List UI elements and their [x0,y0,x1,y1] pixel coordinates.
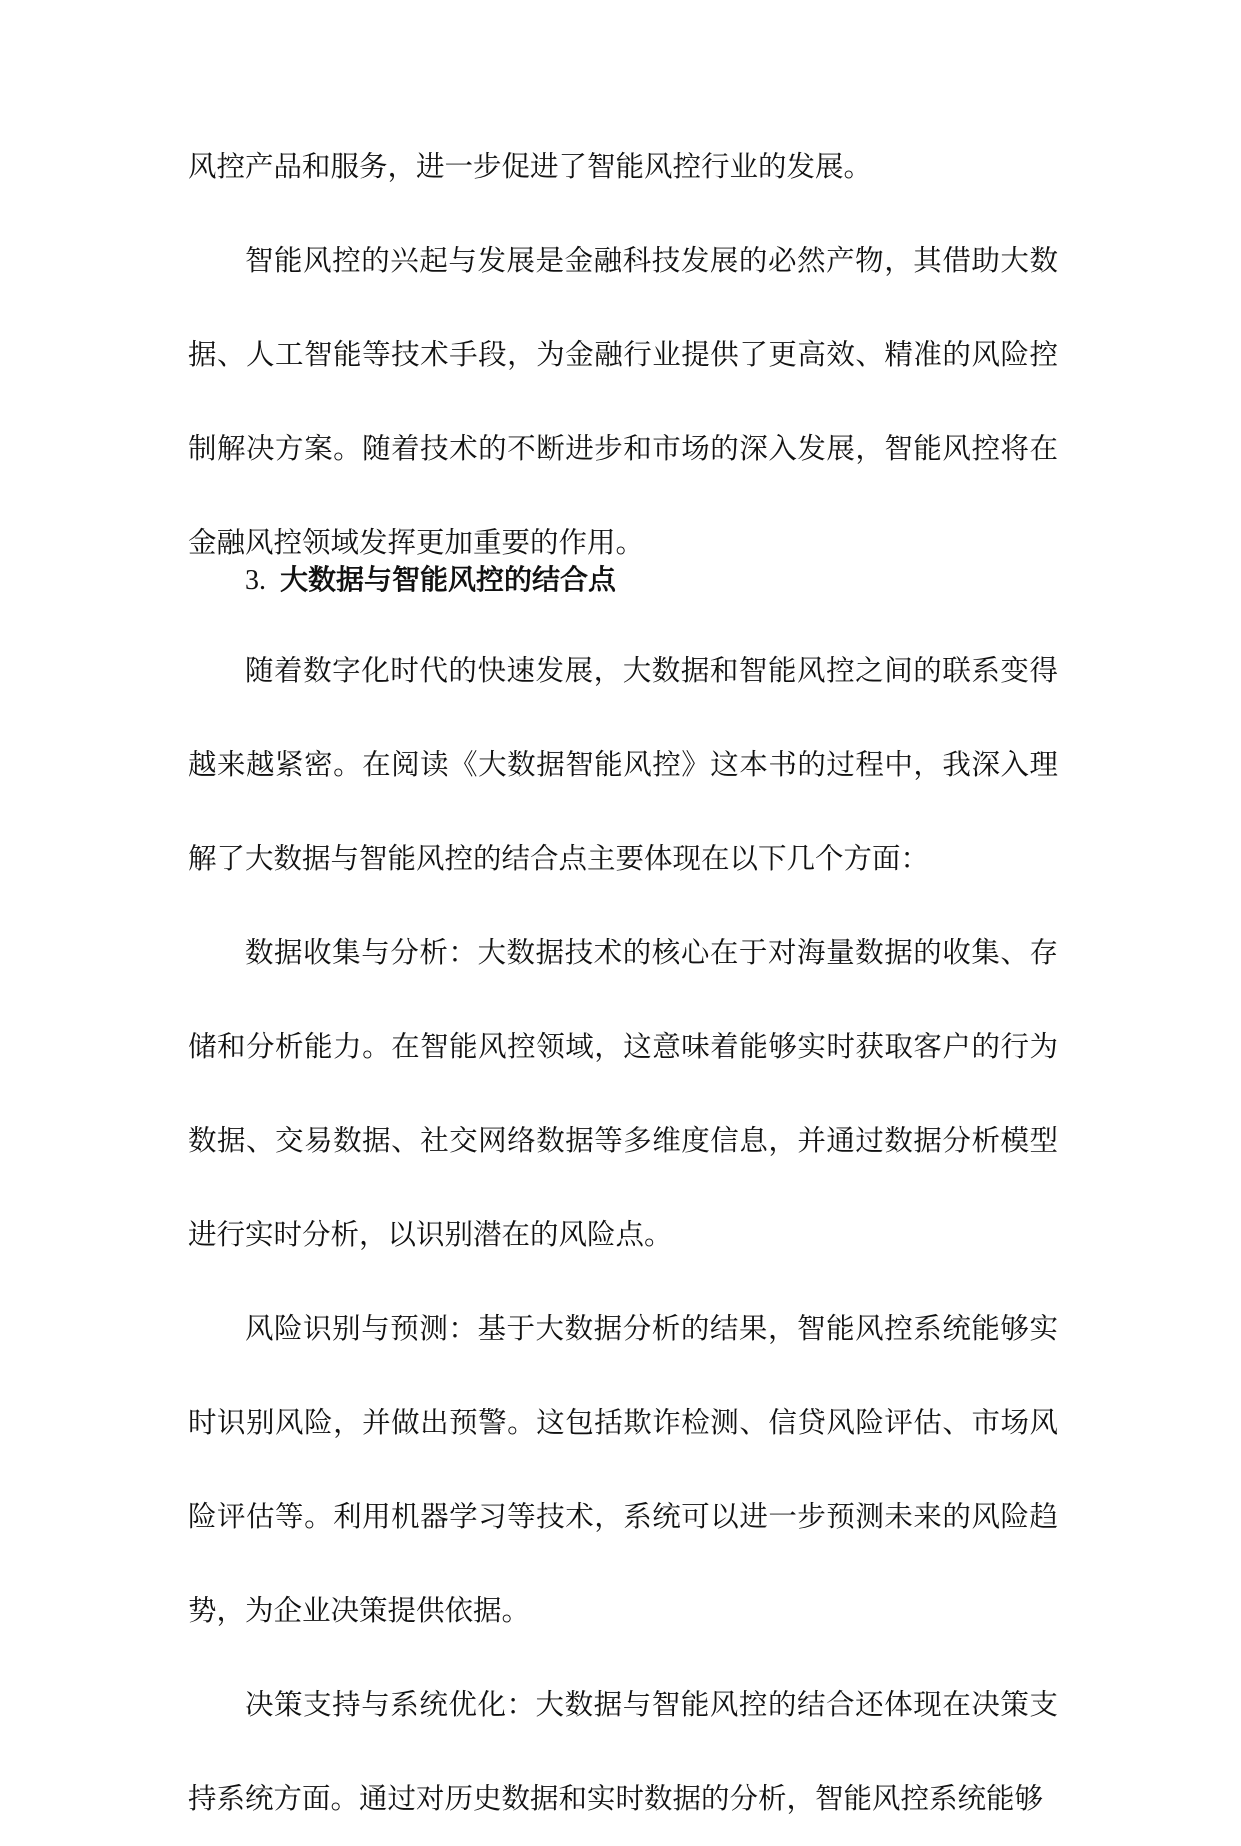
section-heading [245,550,616,611]
section-number: 3. [245,565,266,596]
text-block-top [188,120,1058,590]
text-block-bottom [188,624,1058,1846]
paragraph-intro: 随着数字化时代的快速发展，大数据和智能风控之间的联系变得越来越紧密。在阅读《大数据智能风控》这本书的过程中，我深入理解了大数据与智能风控的结合点主要体现在以下几个方面： [188,654,1058,875]
paragraph-rise-of-smart-risk-control: 智能风控的兴起与发展是金融科技发展的必然产物，其借助大数据、人工智能等技术手段，为金融行业提供了更高效、精准的风险控制解决方案。随着技术的不断进步和市场的深入发展，智能风控将在金融风控领域发挥更加重要的作用。 [188,244,1058,559]
paragraph-risk-identification: 风险识别与预测：基于大数据分析的结果，智能风控系统能够实时识别风险，并做出预警。这包括欺诈检测、信贷风险评估、市场风险评估等。利用机器学习等技术，系统可以进一步预测未来的风险趋势，为企业决策提供依据。 [188,1312,1058,1627]
continuation-paragraph: 风控产品和服务，进一步促进了智能风控行业的发展。 [188,150,873,183]
paragraph-data-collection: 数据收集与分析：大数据技术的核心在于对海量数据的收集、存储和分析能力。在智能风控领域，这意味着能够实时获取客户的行为数据、交易数据、社交网络数据等多维度信息，并通过数据分析模型进行实时分析，以识别潜在的风险点。 [188,936,1058,1251]
paragraph-decision-support: 决策支持与系统优化：大数据与智能风控的结合还体现在决策支持系统方面。通过对历史数据和实时数据的分析，智能风控系统能够 [188,1688,1058,1815]
section-title: 大数据与智能风控的结合点 [280,563,617,596]
